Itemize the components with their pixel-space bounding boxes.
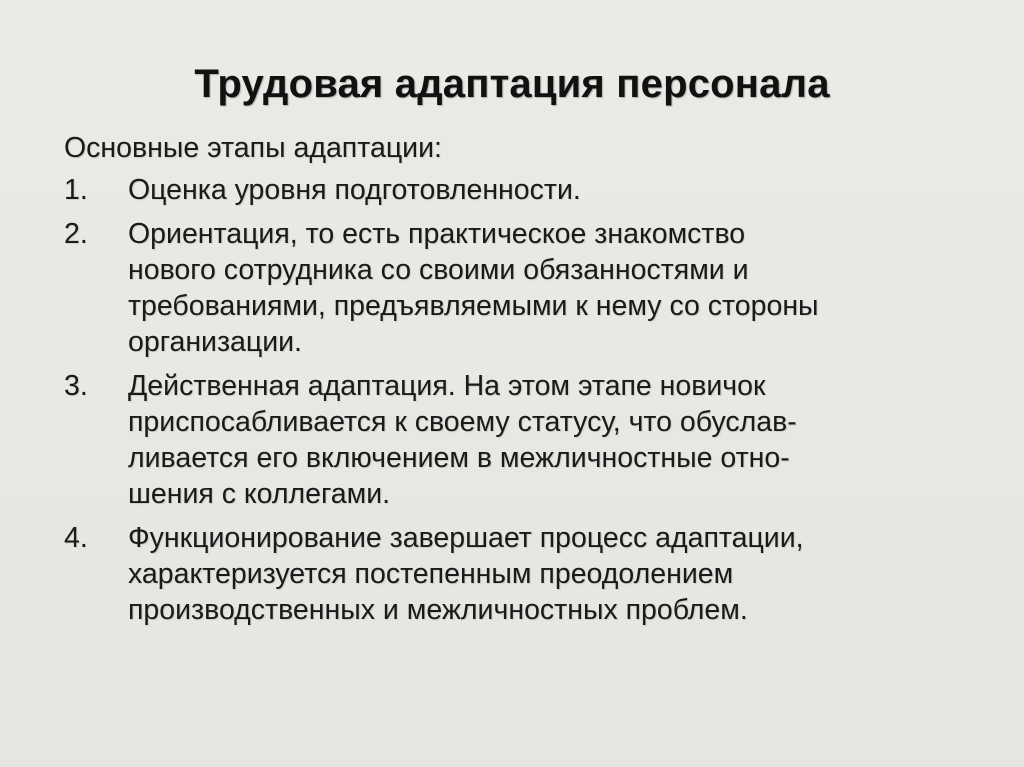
- list-item-number: 3.: [64, 370, 88, 402]
- stages-list: [64, 172, 984, 628]
- list-item-number: 2.: [64, 218, 88, 250]
- list-item-number: 4.: [64, 522, 88, 554]
- list-item-text: Функционирование завершает процесс адаптации, характеризуется постепенным преодолением производственных и межличностных проблем.: [128, 522, 804, 626]
- list-item-text: Оценка уровня подготовленности.: [128, 174, 581, 206]
- list-item-text: Ориентация, то есть практическое знакомство нового сотрудника со своими обязанностями и требованиями, предъявляемыми к нему со стороны организации.: [128, 218, 819, 358]
- list-item: [64, 216, 984, 360]
- slide-body: [64, 130, 984, 636]
- list-item-number: 1.: [64, 174, 88, 206]
- intro-text: Основные этапы адаптации:: [64, 132, 442, 164]
- list-item: [64, 520, 984, 628]
- list-item: [64, 172, 984, 208]
- list-item: [64, 368, 984, 512]
- slide-title: Трудовая адаптация персонала: [194, 62, 830, 106]
- list-item-text: Действенная адаптация. На этом этапе новичок приспосабливается к своему статусу, что обуслав- ливается его включением в межличностные отно- шения с коллегами.: [128, 370, 797, 510]
